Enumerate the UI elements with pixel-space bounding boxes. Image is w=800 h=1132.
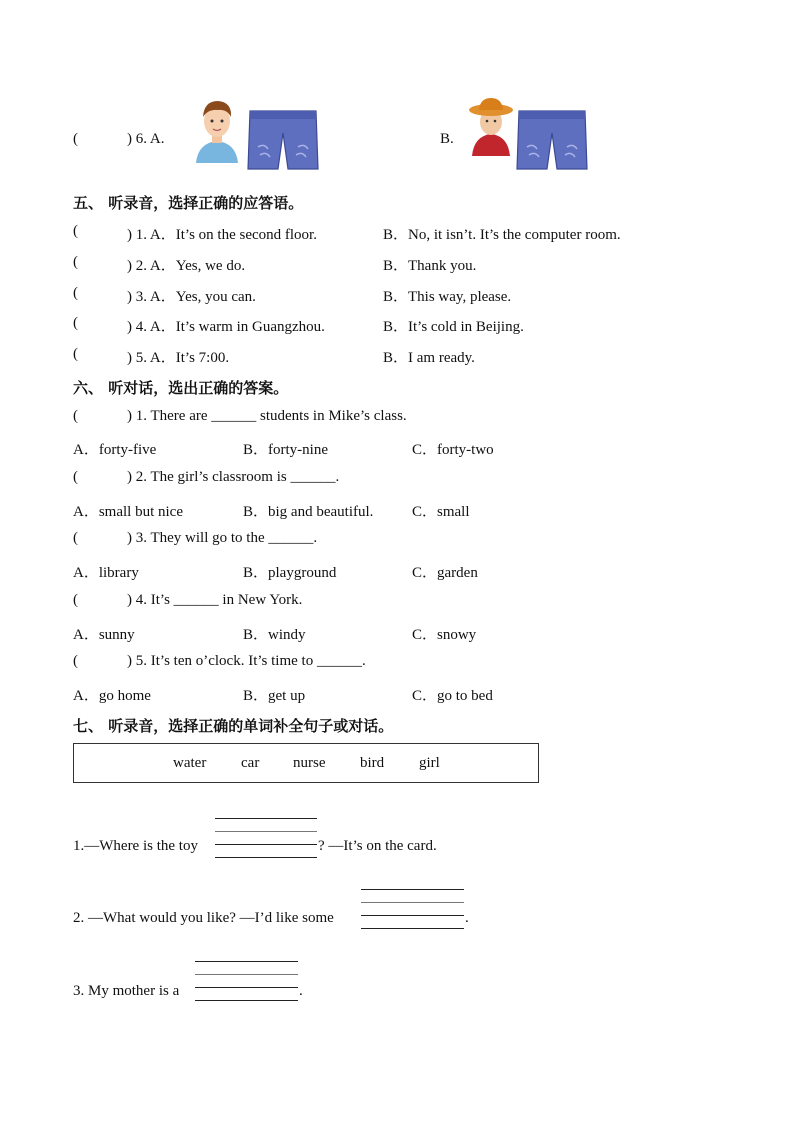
s5-q1: ) 1. A．It’s on the second floor. — [127, 227, 317, 243]
sentence-1-end: ? —It’s on the card. — [318, 838, 437, 854]
word-bank-item: girl — [419, 755, 440, 771]
old-man-image — [467, 96, 515, 156]
s5-q4-option-b: B．It’s cold in Beijing. — [383, 319, 524, 335]
s6-q4-option-b: B．windy — [243, 627, 306, 643]
word-bank-item: water — [173, 755, 207, 771]
answer-blank-2[interactable] — [361, 928, 464, 929]
word-bank-item: car — [241, 755, 260, 771]
s6-q4-option-c: C．snowy — [412, 627, 477, 643]
s6-q4: ) 4. It’s ______ in New York. — [127, 592, 303, 608]
s6-q2-option-b: B．big and beautiful. — [243, 504, 374, 520]
s6-q1-option-a: A．forty-five — [73, 442, 157, 458]
answer-bracket: ( — [73, 131, 78, 147]
answer-bracket: ( — [73, 315, 78, 331]
answer-bracket: ( — [73, 223, 78, 239]
section-6-heading: 六、 听对话，选出正确的答案。 — [73, 379, 289, 397]
section-5-heading: 五、 听录音，选择正确的应答语。 — [73, 194, 304, 212]
sentence-3-end: . — [299, 983, 303, 999]
s6-q1-option-c: C．forty-two — [412, 442, 494, 458]
answer-bracket: ( — [73, 346, 78, 362]
s5-q2-option-b: B．Thank you. — [383, 258, 477, 274]
s6-q1-option-b: B．forty-nine — [243, 442, 328, 458]
s6-q4-option-a: A．sunny — [73, 627, 135, 643]
writing-line — [361, 902, 464, 903]
writing-line — [361, 889, 464, 890]
sentence-2-start: 2. —What would you like? —I’d like some — [73, 910, 334, 926]
option-b-label: B. — [440, 131, 454, 147]
answer-bracket: ( — [73, 592, 78, 608]
sentence-2-end: . — [465, 910, 469, 926]
s5-q1-option-b: B．No, it isn’t. It’s the computer room. — [383, 227, 621, 243]
s6-q2: ) 2. The girl’s classroom is ______. — [127, 469, 340, 485]
s5-q3-option-b: B．This way, please. — [383, 289, 512, 305]
question-6-label: ) 6. A. — [127, 131, 165, 147]
writing-line — [195, 974, 298, 975]
sentence-3-start: 3. My mother is a — [73, 983, 180, 999]
s6-q5-option-a: A．go home — [73, 688, 151, 704]
word-bank-item: bird — [360, 755, 385, 771]
s5-q4: ) 4. A．It’s warm in Guangzhou. — [127, 319, 325, 335]
answer-bracket: ( — [73, 408, 78, 424]
word-bank-item: nurse — [293, 755, 326, 771]
writing-line — [195, 987, 298, 988]
answer-bracket: ( — [73, 254, 78, 270]
s6-q1: ) 1. There are ______ students in Mike’s class. — [127, 408, 407, 424]
answer-blank-1[interactable] — [215, 857, 317, 858]
s6-q3-option-b: B．playground — [243, 565, 337, 581]
s5-q5: ) 5. A．It’s 7:00. — [127, 350, 230, 366]
answer-blank-3[interactable] — [195, 1000, 298, 1001]
answer-bracket: ( — [73, 530, 78, 546]
answer-bracket: ( — [73, 469, 78, 485]
writing-line — [215, 831, 317, 832]
s6-q5-option-c: C．go to bed — [412, 688, 493, 704]
s6-q5-option-b: B．get up — [243, 688, 306, 704]
s6-q3-option-a: A．library — [73, 565, 139, 581]
answer-bracket: ( — [73, 653, 78, 669]
s5-q3: ) 3. A．Yes, you can. — [127, 289, 256, 305]
writing-line — [215, 844, 317, 845]
s6-q3: ) 3. They will go to the ______. — [127, 530, 318, 546]
s6-q3-option-c: C．garden — [412, 565, 478, 581]
answer-bracket: ( — [73, 285, 78, 301]
section-7-heading: 七、 听录音，选择正确的单词补全句子或对话。 — [73, 717, 394, 735]
shorts-image-a — [246, 107, 320, 171]
s5-q2: ) 2. A．Yes, we do. — [127, 258, 246, 274]
writing-line — [361, 915, 464, 916]
s6-q2-option-a: A．small but nice — [73, 504, 183, 520]
s6-q5: ) 5. It’s ten o’clock. It’s time to ______. — [127, 653, 366, 669]
s5-q5-option-b: B．I am ready. — [383, 350, 475, 366]
shorts-image-b — [515, 107, 589, 171]
writing-line — [215, 818, 317, 819]
sentence-1-start: 1.—Where is the toy — [73, 838, 198, 854]
boy-image — [194, 97, 240, 163]
writing-line — [195, 961, 298, 962]
s6-q2-option-c: C．small — [412, 504, 470, 520]
